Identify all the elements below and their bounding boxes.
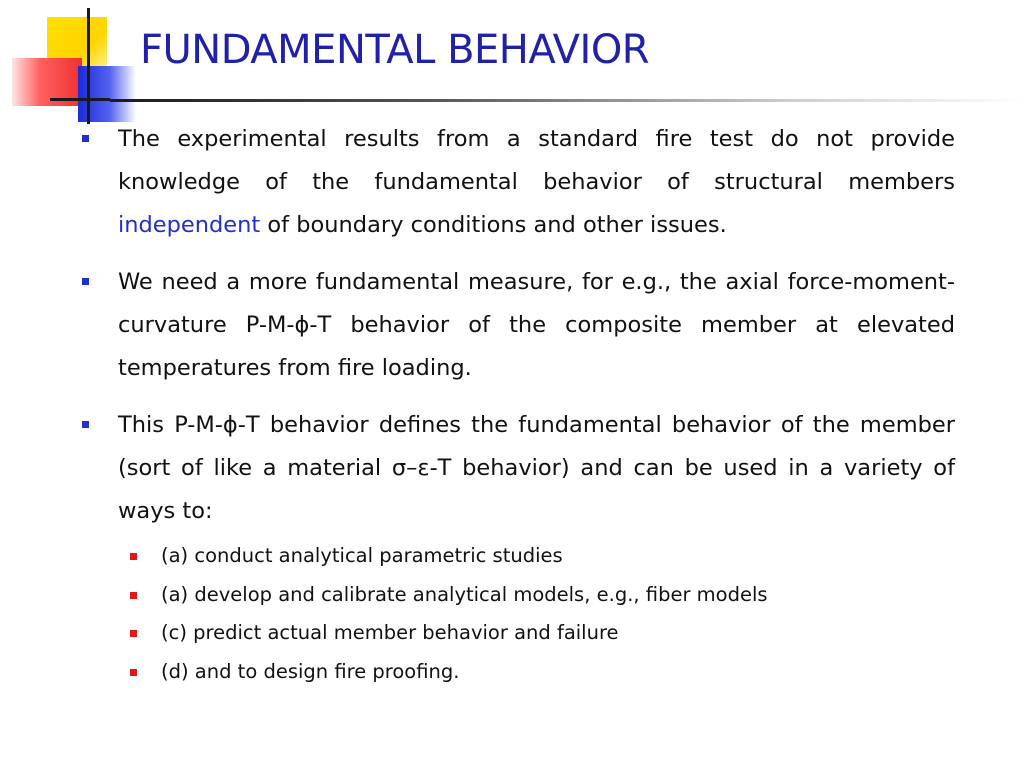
bullet-list (80, 118, 955, 691)
bullet-1-highlight: independent (118, 212, 261, 238)
bullet-3-text: This P-M-ϕ-T behavior defines the fundamental behavior of the member (sort of like a material σ–ε-T behavior) and can be used in a variety of ways to: (118, 412, 955, 524)
bullet-2-text: We need a more fundamental measure, for e.g., the axial force-moment-curvature P-M-ϕ-T behavior of the composite member at elevated temperatures from fire loading. (118, 269, 955, 381)
slide-logo (0, 0, 140, 130)
bullet-square-icon (82, 421, 89, 428)
bullet-item-2 (80, 261, 955, 390)
sub-bullet-text: (c) predict actual member behavior and failure (161, 621, 619, 644)
sub-bullet-square-icon (130, 630, 137, 637)
bullet-square-icon (82, 135, 89, 142)
logo-vertical-line (87, 8, 90, 124)
sub-bullet-list (118, 537, 955, 691)
bullet-1-text: The experimental results from a standard fire test do not provide knowledge of the fundamental behavior of structural members (118, 126, 955, 195)
slide-title: FUNDAMENTAL BEHAVIOR (140, 27, 650, 73)
sub-bullet-item (118, 576, 955, 615)
sub-bullet-square-icon (130, 669, 137, 676)
bullet-item-3 (80, 404, 955, 691)
sub-bullet-item (118, 653, 955, 692)
title-divider (110, 99, 1024, 102)
bullet-1-text-end: of boundary conditions and other issues. (260, 212, 727, 238)
bullet-square-icon (82, 278, 89, 285)
sub-bullet-text: (a) develop and calibrate analytical models, e.g., fiber models (161, 582, 768, 606)
sub-bullet-square-icon (130, 553, 137, 560)
bullet-item-1 (80, 118, 955, 247)
sub-bullet-item (118, 614, 955, 653)
sub-bullet-text: (a) conduct analytical parametric studies (161, 544, 563, 567)
slide-body (80, 118, 955, 705)
sub-bullet-item (118, 537, 955, 576)
sub-bullet-text: (d) and to design fire proofing. (161, 659, 460, 683)
sub-bullet-square-icon (130, 592, 137, 599)
logo-horizontal-line (50, 98, 110, 101)
